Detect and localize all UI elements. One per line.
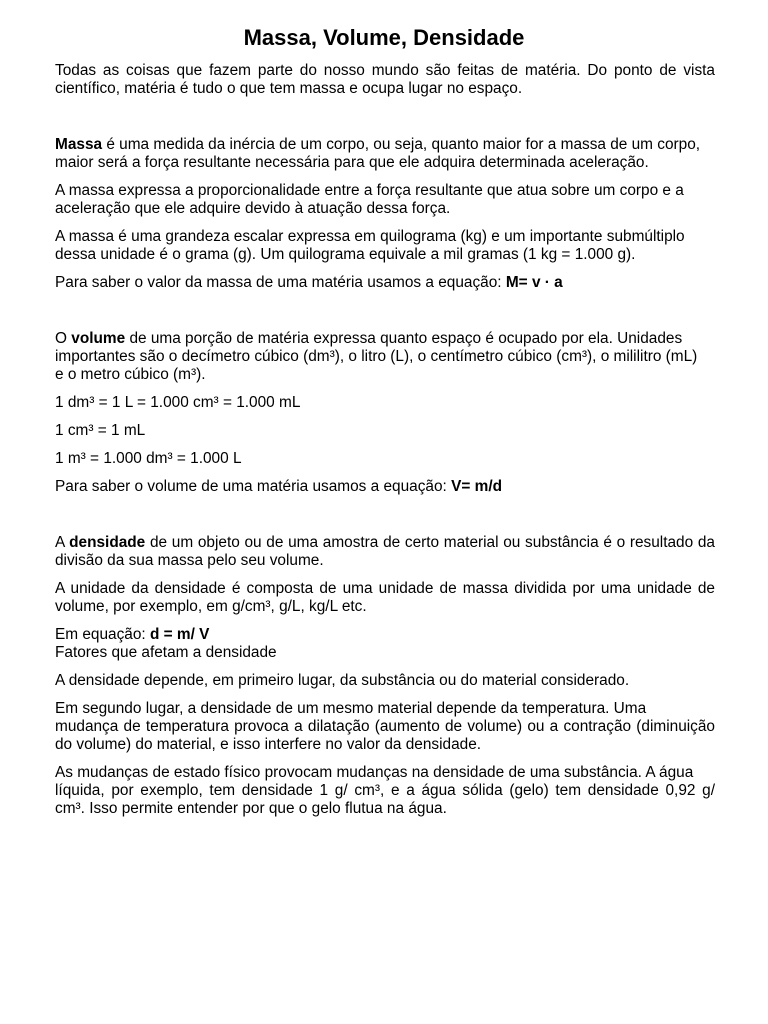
volume-definition-line: e o metro cúbico (m³).: [55, 366, 206, 383]
volume-definition-line: [55, 330, 715, 348]
factor-state-paragraph: [55, 764, 715, 818]
volume-section: [55, 330, 715, 496]
factor-state-line: cm³. Isso permite entender por que o gelo flutua na água.: [55, 800, 447, 817]
volume-definition-text: de uma porção de matéria expressa quanto espaço é ocupado por ela. Unidades: [129, 330, 683, 347]
volume-definition-lead: O: [55, 330, 67, 347]
volume-equation: V= m/d: [451, 478, 503, 495]
densidade-equation-paragraph: [55, 626, 715, 662]
massa-term: Massa: [55, 136, 103, 153]
volume-equation-text: Para saber o volume de uma matéria usamos a equação:: [55, 478, 447, 495]
document-body: [55, 62, 715, 828]
volume-conversion-line: 1 m³ = 1.000 dm³ = 1.000 L: [55, 450, 242, 467]
densidade-section: [55, 534, 715, 818]
densidade-definition-line: divisão da sua massa pelo seu volume.: [55, 552, 324, 569]
massa-definition-line: maior será a força resultante necessária para que ele adquira determinada aceleração.: [55, 154, 649, 171]
volume-conversion: [55, 394, 715, 412]
densidade-definition-line: [55, 534, 715, 552]
factor-state-line: líquida, por exemplo, tem densidade 1 g/ cm³, e a água sólida (gelo) tem densidade 0,92 g/: [55, 782, 715, 799]
factor-temperature-line: do volume) do material, e isso interfere no valor da densidade.: [55, 736, 482, 753]
volume-conversion: [55, 450, 715, 468]
massa-units-line: A massa é uma grandeza escalar expressa em quilograma (kg) e um importante submúltiplo: [55, 228, 685, 245]
intro-paragraph: [55, 62, 715, 98]
intro-line: Todas as coisas que fazem parte do nosso mundo são feitas de matéria. Do ponto de vista: [55, 62, 715, 79]
volume-conversion-line: 1 dm³ = 1 L = 1.000 cm³ = 1.000 mL: [55, 394, 301, 411]
massa-units-line: dessa unidade é o grama (g). Um quilograma equivale a mil gramas (1 kg = 1.000 g).: [55, 246, 636, 263]
factor-substance-paragraph: [55, 672, 715, 690]
factor-state-line: As mudanças de estado físico provocam mudanças na densidade de uma substância. A água: [55, 764, 694, 781]
volume-equation-paragraph: [55, 478, 715, 496]
volume-conversion: [55, 422, 715, 440]
densidade-definition-paragraph: [55, 534, 715, 570]
volume-term: volume: [71, 330, 126, 347]
factor-substance-line: A densidade depende, em primeiro lugar, da substância ou do material considerado.: [55, 672, 630, 689]
densidade-unit-line: A unidade da densidade é composta de uma unidade de massa dividida por uma unidade de: [55, 580, 715, 597]
densidade-equation: d = m/ V: [149, 626, 210, 643]
massa-section: [55, 136, 715, 292]
massa-units-paragraph: [55, 228, 715, 264]
massa-definition-line: [55, 136, 715, 154]
massa-equation-line: [55, 274, 715, 292]
factor-temperature-line: Em segundo lugar, a densidade de um mesmo material depende da temperatura. Uma: [55, 700, 647, 717]
massa-equation-text: Para saber o valor da massa de uma matéria usamos a equação:: [55, 274, 502, 291]
massa-definition-paragraph: [55, 136, 715, 172]
volume-definition-paragraph: [55, 330, 715, 384]
densidade-definition-text: de um objeto ou de uma amostra de certo material ou substância é o resultado da: [149, 534, 715, 551]
densidade-unit-paragraph: [55, 580, 715, 616]
densidade-term: densidade: [69, 534, 146, 551]
massa-proportionality-line: aceleração que ele adquire devido à atuação dessa força.: [55, 200, 451, 217]
volume-definition-line: importantes são o decímetro cúbico (dm³), o litro (L), o centímetro cúbico (cm³), o mililitro (mL): [55, 348, 698, 365]
densidade-definition-lead: A: [55, 534, 65, 551]
factor-temperature-paragraph: [55, 700, 715, 754]
densidade-equation-line: [55, 626, 715, 644]
massa-proportionality-line: A massa expressa a proporcionalidade entre a força resultante que atua sobre um corpo e a: [55, 182, 684, 199]
volume-conversion-line: 1 cm³ = 1 mL: [55, 422, 146, 439]
factor-temperature-line: mudança de temperatura provoca a dilatação (aumento de volume) ou a contração (diminuição: [55, 718, 715, 735]
factors-heading: Fatores que afetam a densidade: [55, 644, 277, 661]
densidade-equation-text: Em equação:: [55, 626, 146, 643]
intro-line: científico, matéria é tudo o que tem massa e ocupa lugar no espaço.: [55, 80, 523, 97]
massa-proportionality-paragraph: [55, 182, 715, 218]
massa-definition-text: é uma medida da inércia de um corpo, ou seja, quanto maior for a massa de um corpo,: [106, 136, 701, 153]
volume-equation-line: [55, 478, 715, 496]
massa-equation-paragraph: [55, 274, 715, 292]
densidade-unit-line: volume, por exemplo, em g/cm³, g/L, kg/L etc.: [55, 598, 367, 615]
document-title: Massa, Volume, Densidade: [243, 25, 525, 50]
massa-equation: M= v · a: [505, 274, 563, 291]
intro-section: [55, 62, 715, 98]
